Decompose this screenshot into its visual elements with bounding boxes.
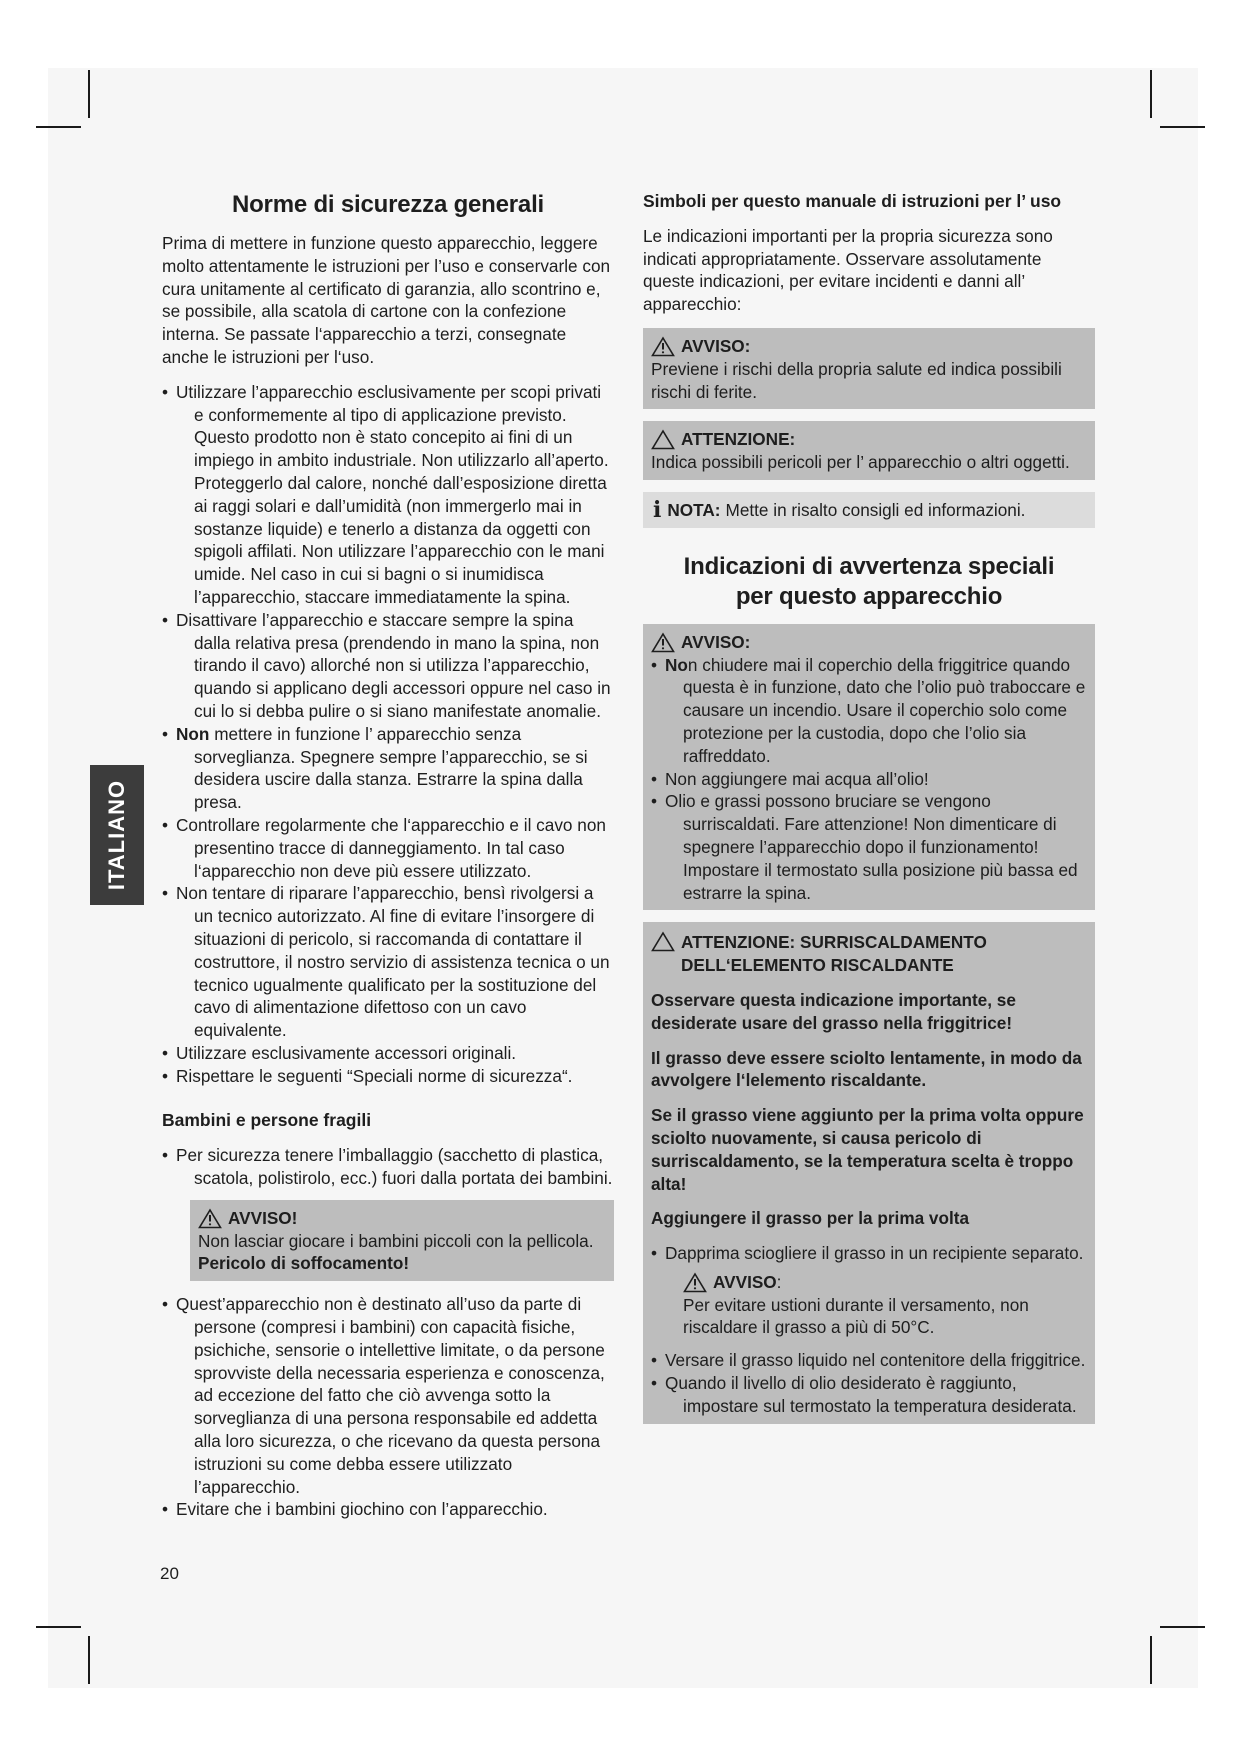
overheat-head-line-1: ATTENZIONE: SURRISCALDAMENTO [681,932,987,953]
warning-bold-text: Pericolo di soffocamento! [198,1253,410,1274]
special-avviso-head [651,631,1087,654]
nota-line [651,496,1087,523]
symbols-title: Simboli per questo manuale di istruzioni per l’ uso [643,191,1062,211]
overheat-head-line-2: DELL‘ELEMENTO RISCALDANTE [681,955,954,976]
colon: : [776,1271,782,1292]
special-list [651,654,1087,905]
crop-mark [1150,1636,1152,1684]
avviso-box [643,328,1095,409]
children-list [162,1144,614,1190]
list-item-text: n chiudere mai il coperchio della friggitrice quando questa è in funzione, dato che l’olio può traboccare e causare un incendio. Usare il coperchio solo come protezione per la custodia, dopo che l’olio sia raffreddato. [683,654,1086,766]
nota-label: NOTA: [667,499,721,520]
list-item [651,654,1087,768]
inner-warning [651,1271,1087,1339]
caution-triangle-icon [651,931,675,952]
overheat-head-text [681,931,987,977]
overheat-p2: Il grasso deve essere sciolto lentamente, in modo da avvolgere l‘lelemento riscaldante. [651,1047,1082,1091]
right-column [643,190,1095,1436]
special-avviso-label: AVVISO: [681,631,751,652]
safety-intro: Prima di mettere in funzione questo apparecchio, leggere molto attentamente le istruzioni per l’uso e conservarle con cura unitamente al certificato di garanzia, allo scontrino e, se possibile, alla scatola di cartone con la confezione interna. Se passate l‘apparecchio a terzi, consegnate anche le istruzioni per l‘uso. [162,233,611,367]
left-column [162,190,614,1533]
language-tab-label: ITALIANO [104,779,129,891]
nota-box [643,492,1095,528]
warning-label: AVVISO! [228,1207,298,1228]
avviso-label: AVVISO: [681,335,751,356]
page-number: 20 [160,1564,179,1583]
attenzione-text: Indica possibili pericoli per l’ apparecchio o altri oggetti. [651,452,1070,473]
safety-title: Norme di sicurezza generali [231,191,545,218]
warning-head [198,1207,606,1230]
nota-text: Mette in risalto consigli ed informazioni. [725,499,1026,520]
fat-list [651,1242,1087,1265]
list-item: • Per sicurezza tenere l’imballaggio (sacchetto di plastica, scatola, polistirolo, ecc.) fuori dalla portata dei bambini. [162,1144,614,1190]
overheat-head [651,931,1087,977]
bold-text: No [665,654,688,675]
crop-mark [1160,1626,1205,1628]
list-item: • Rispettare le seguenti “Speciali norme di sicurezza“. [162,1065,614,1088]
list-item: • Disattivare l’apparecchio e staccare sempre la spina dalla relativa presa (prendendo in mano la spina, non tirando il cavo) allorché non si utilizza l’apparecchio, quando si applicano degli accessori oppure nel caso in cui lo si debba pulire o si siano manifestate anomalie. [162,609,614,723]
crop-mark [36,126,81,128]
crop-mark [88,1636,90,1684]
warning-triangle-icon [651,632,675,653]
warning-triangle-icon [651,336,675,357]
attenzione-head [651,428,1087,451]
safety-list [162,381,614,1088]
children-warning-box [190,1200,614,1281]
list-item: • Evitare che i bambini giochino con l’apparecchio. [162,1498,614,1521]
avviso-head [651,335,1087,358]
list-item: • Quando il livello di olio desiderato è raggiunto, impostare sul termostato la temperatura desiderata. [651,1372,1087,1418]
caution-triangle-icon [651,429,675,450]
special-title-line-1: Indicazioni di avvertenza speciali [683,552,1055,580]
crop-mark [1160,126,1205,128]
warning-triangle-icon [683,1272,707,1293]
list-item [162,723,614,814]
special-title-line-2: per questo apparecchio [735,582,1003,610]
list-item: • Non aggiungere mai acqua all’olio! [651,768,1087,791]
list-item: • Non tentare di riparare l’apparecchio, bensì rivolgersi a un tecnico autorizzato. Al fine di evitare l’insorgere di situazioni di pericolo, si raccomanda di contattare il costruttore, il nostro servizio di assistenza tecnica o un tecnico ugualmente qualificato per la sostituzione del cavo di alimentazione difettoso con un cavo equivalente. [162,882,614,1042]
list-item: • Quest’apparecchio non è destinato all’uso da parte di persone (compresi i bambini) con capacità fisiche, psichiche, sensorie o intellettive limitate, o da persone sprovviste della necessaria esperienza e conoscenza, ad eccezione del fatto che ciò avvenga sotto la sorveglianza di una persona responsabile ed addetta alla loro sicurezza, o che ricevano da questa persona istruzioni su come debba essere utilizzato l’apparecchio. [162,1293,614,1498]
list-item: • Versare il grasso liquido nel contenitore della friggitrice. [651,1349,1087,1372]
inner-warning-head [683,1271,1087,1294]
language-tab [90,765,144,905]
attenzione-label: ATTENZIONE: [681,429,796,450]
inner-warning-label: AVVISO [713,1271,777,1292]
warning-text: Non lasciar giocare i bambini piccoli con la pellicola. [198,1230,594,1251]
crop-mark [36,1626,81,1628]
special-title [643,552,1095,612]
bold-text: Non [176,723,210,744]
crop-mark [88,70,90,118]
avviso-text: Previene i rischi della propria salute ed indica possibili rischi di ferite. [651,358,1062,402]
first-fat-title: Aggiungere il grasso per la prima volta [651,1208,970,1229]
list-item: • Olio e grassi possono bruciare se vengono surriscaldati. Fare attenzione! Non dimenticare di spegnere l’apparecchio dopo il funzionamento! Impostare il termostato sulla posizione più bassa ed estrarre la spina. [651,790,1087,904]
list-item: • Utilizzare esclusivamente accessori originali. [162,1042,614,1065]
overheat-p1: Osservare questa indicazione importante, se desiderate usare del grasso nella friggitrice! [651,989,1016,1033]
list-item: • Utilizzare l’apparecchio esclusivamente per scopi privati e conformemente al tipo di applicazione previsto. Questo prodotto non è stato concepito ai fini di un impiego in ambito industriale. Non utilizzarlo all’aperto. Proteggerlo dal calore, nonché dall’esposizione diretta ai raggi solari e dall’umidità (non immergerlo mai in sostanze liquide) e tenerlo a distanza da oggetti con spigoli affilati. Non utilizzare l’apparecchio con le mani umide. Nel caso in cui si bagni o si inumidisca l’apparecchio, staccare immediatamente la spina. [162,381,614,609]
fat-list-2 [651,1349,1087,1417]
special-avviso-box [643,624,1095,911]
info-icon: i [653,496,662,523]
warning-triangle-icon [198,1208,222,1229]
list-item: • Dapprima sciogliere il grasso in un recipiente separato. [651,1242,1087,1265]
children-title: Bambini e persone fragili [162,1110,372,1131]
list-item-text: mettere in funzione l’ apparecchio senza sorveglianza. Spegnere sempre l’apparecchio, se si desidera uscire dalla stanza. Estrarre la spina dalla presa. [194,723,588,813]
attenzione-box [643,421,1095,480]
symbols-intro: Le indicazioni importanti per la propria sicurezza sono indicati appropriatamente. Osservare assolutamente queste indicazioni, per evitare incidenti e danni all’ apparecchio: [643,225,1053,315]
inner-warning-text: Per evitare ustioni durante il versamento, non riscaldare il grasso a più di 50°C. [683,1294,1029,1338]
list-item: • Controllare regolarmente che l‘apparecchio e il cavo non presentino tracce di danneggiamento. In tal caso l‘apparecchio non deve più essere utilizzato. [162,814,614,882]
crop-mark [1150,70,1152,118]
overheat-p3: Se il grasso viene aggiunto per la prima volta oppure sciolto nuovamente, si causa pericolo di surriscaldamento, se la temperatura scelta è troppo alta! [651,1105,1084,1194]
overheat-box [643,922,1095,1423]
children-list-2 [162,1293,614,1521]
